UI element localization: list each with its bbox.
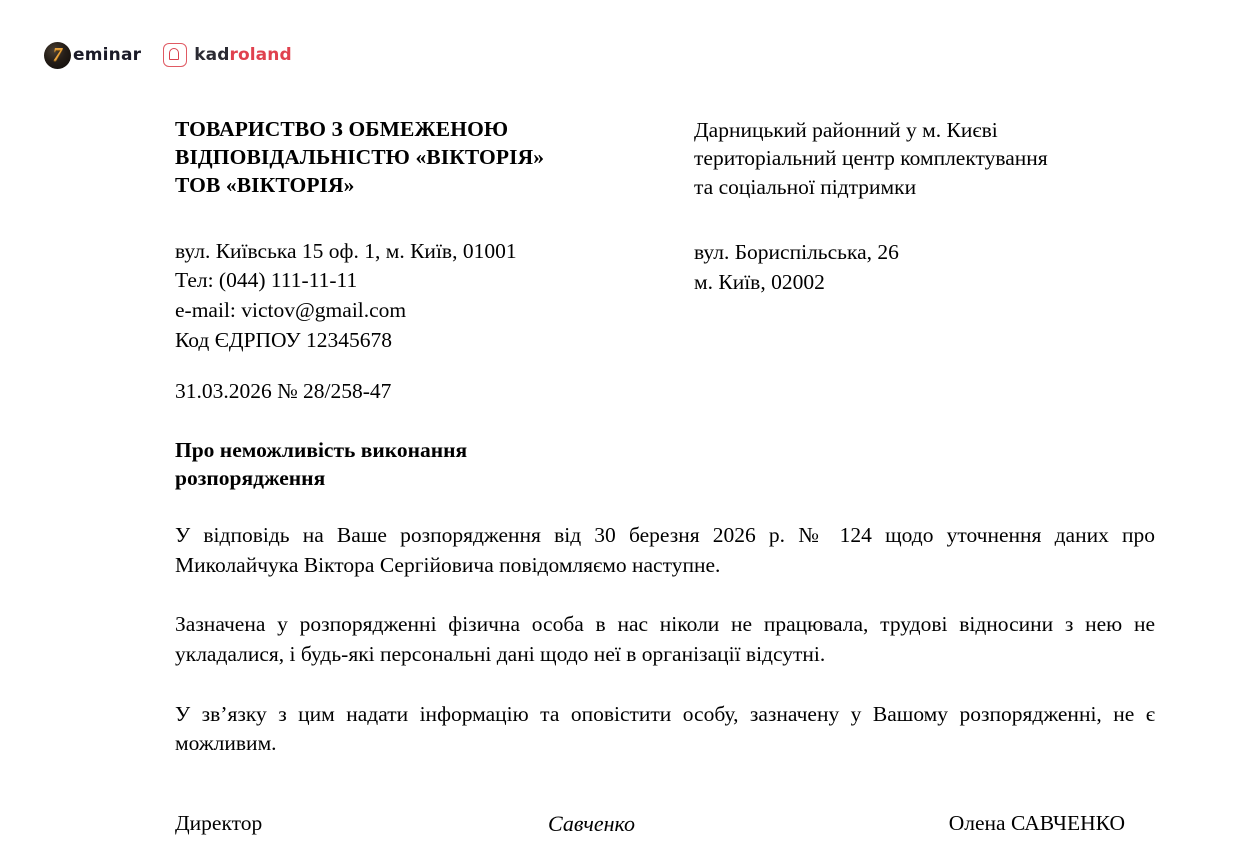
signatory-role: Директор — [175, 811, 263, 835]
signature-row — [175, 810, 1155, 844]
body-paragraph-1: У відповідь на Ваше розпорядження від 30 березня 2026 р. № 124 щодо уточнення даних про Миколайчука Віктора Сергійовича повідомляємо наступне. — [175, 523, 1155, 577]
body-paragraph-2: Зазначена у розпорядженні фізична особа в нас ніколи не працювала, трудові відносини з нею не укладалися, і будь-які персональні дані щодо неї в організації відсутні. — [175, 612, 1155, 666]
body-paragraph-3: У зв’язку з цим надати інформацію та оповістити особу, зазначену у Вашому розпорядженні, не є можливим. — [175, 701, 1155, 756]
recipient-block — [694, 116, 1155, 355]
sender-org-line-3: ТОВ «ВІКТОРІЯ» — [175, 172, 355, 197]
letterhead — [175, 116, 1155, 355]
recipient-name-line-2: територіальний центр комплектування — [694, 146, 1048, 171]
document-body — [175, 521, 1155, 759]
kadroland-house-icon — [163, 43, 187, 67]
sender-organization-name — [175, 116, 694, 200]
kadroland-wordmark-accent: roland — [229, 44, 292, 65]
kadroland-wordmark — [194, 44, 292, 65]
recipient-name — [694, 116, 1155, 201]
sender-email: e-mail: victov@gmail.com — [175, 298, 407, 323]
kadroland-logo — [163, 40, 291, 70]
sender-contacts — [175, 237, 694, 356]
zeminar-logo — [44, 40, 141, 70]
sender-edrpou-code: Код ЄДРПОУ 12345678 — [175, 327, 392, 352]
document-subject — [175, 436, 695, 493]
sender-phone: Тел: (044) 111-11-11 — [175, 268, 358, 293]
document-subject-line-2: розпорядження — [175, 466, 326, 491]
zeminar-circle-icon — [44, 42, 71, 69]
sender-address: вул. Київська 15 оф. 1, м. Київ, 01001 — [175, 238, 517, 263]
recipient-name-line-1: Дарницький районний у м. Києві — [694, 118, 998, 142]
sender-block — [175, 116, 694, 355]
sender-org-line-1: ТОВАРИСТВО З ОБМЕЖЕНОЮ — [175, 117, 509, 141]
sender-org-line-2: ВІДПОВІДАЛЬНІСТЮ «ВІКТОРІЯ» — [175, 144, 545, 169]
recipient-name-line-3: та соціальної підтримки — [694, 174, 917, 199]
recipient-address — [694, 238, 1155, 297]
document-subject-line-1: Про неможливість виконання — [175, 438, 468, 462]
signatory-full-name: Олена САВЧЕНКО — [948, 811, 1125, 835]
logo-bar — [44, 38, 292, 72]
handwritten-signature: Савченко — [548, 811, 636, 836]
zeminar-wordmark: eminar — [73, 44, 142, 65]
recipient-address-line-2: м. Київ, 02002 — [694, 269, 825, 294]
document-date-number: 31.03.2026 № 28/258-47 — [175, 379, 392, 403]
recipient-address-line-1: вул. Бориспільська, 26 — [694, 240, 899, 265]
kadroland-wordmark-dark: kad — [194, 44, 230, 65]
